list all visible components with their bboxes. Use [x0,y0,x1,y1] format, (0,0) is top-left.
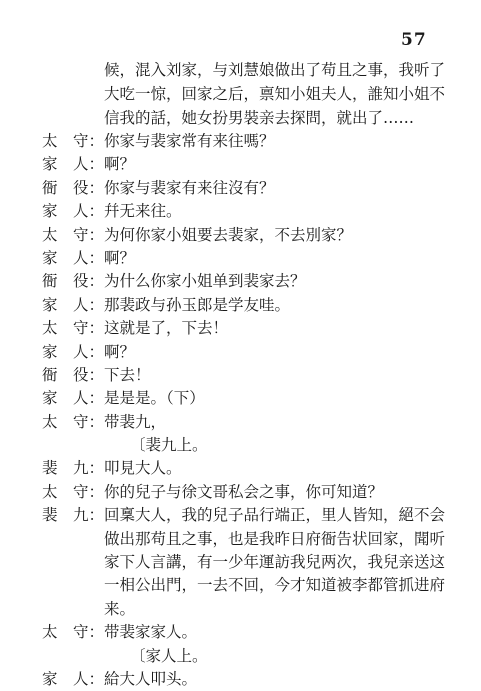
stage-direction [42,645,472,668]
speaker-label: 裴 九： [42,506,105,525]
dialogue-line [42,317,472,340]
speech-text: 是是是。（下） [104,389,205,408]
dialogue-block [42,130,472,691]
speech-text: 带裴家家人。 [104,623,198,642]
speech-text: 啊？ [104,248,136,267]
speaker-label: 太 守： [42,482,105,501]
dialogue-line [42,177,472,200]
speaker-label: 家 人： [42,248,105,267]
speech-continuation [42,551,472,574]
speaker-label: 家 人： [42,389,105,408]
continued-speech [104,58,464,130]
speech-text: 一相公出門，一去不回，今才知道被李都管抓进府 [104,576,446,595]
speaker-label: 家 人： [42,202,105,221]
speaker-label: 衙 役： [42,365,105,384]
dialogue-line [42,153,472,176]
text-line: 大吃一惊，回家之后，禀知小姐夫人，誰知小姐不 [104,85,446,103]
speech-text: 为何你家小姐要去裴家，不去別家？ [104,225,353,244]
dialogue-line [42,668,472,691]
speaker-label: 家 人： [42,342,105,361]
speech-text: 啊？ [104,342,136,361]
speech-text: 你的兒子与徐文哥私会之事，你可知道？ [104,482,384,501]
dialogue-line [42,387,472,410]
speech-continuation [42,528,472,551]
dialogue-line [42,294,472,317]
dialogue-line [42,341,472,364]
dialogue-line [42,247,472,270]
speech-text: 叩見大人。 [104,459,182,478]
speaker-label: 家 人： [42,155,105,174]
speaker-label: 太 守： [42,132,105,150]
speech-text: 下去！ [104,365,151,384]
speaker-label: 衙 役： [42,178,105,197]
speech-text: 回稟大人，我的兒子品行端正，里人皆知，絕不会 [104,506,446,525]
speech-text: 来。 [104,599,136,618]
speech-text: 那裴政与孙玉郎是学友哇。 [104,295,291,314]
dialogue-line [42,481,472,504]
dialogue-line [42,200,472,223]
speech-continuation [42,598,472,621]
dialogue-line [42,130,472,153]
stage-direction-text: 〔裴九上。 [130,436,208,455]
speaker-label: 太 守： [42,319,105,338]
speech-text: 你家与裴家有来往沒有？ [104,178,275,197]
speech-text: 带裴九， [104,412,167,431]
speaker-label: 衙 役： [42,272,105,291]
speech-text: 为什么你家小姐单到裴家去？ [104,272,306,291]
speech-text: 幷无来往。 [104,202,182,221]
speaker-label: 家 人： [42,295,105,314]
dialogue-line [42,364,472,387]
dialogue-line [42,224,472,247]
speech-text: 家下人言講，有一少年運訪我兒两次，我兒亲送这 [104,553,446,572]
speaker-label: 裴 九： [42,459,105,478]
stage-direction-text: 〔家人上。 [130,646,208,665]
page-number: 57 [401,30,427,50]
speech-text: 啊？ [104,155,136,174]
speech-text: 这就是了，下去！ [104,319,229,338]
speech-text: 你家与裴家常有来往嗎？ [104,132,275,150]
dialogue-line [42,504,472,527]
speech-continuation [42,574,472,597]
stage-direction [42,434,472,457]
dialogue-line [42,270,472,293]
dialogue-line [42,457,472,480]
speaker-label: 太 守： [42,623,105,642]
dialogue-line [42,621,472,644]
text-line: 候，混入刘家，与刘慧娘做出了苟且之事，我听了 [104,61,446,79]
speech-text: 做出那苟且之事，也是我昨日府衙告状回家，聞听 [104,529,446,548]
speech-text: 給大人叩头。 [104,669,198,688]
text-line: 信我的話，她女扮男裝亲去探問，就出了…… [104,109,415,127]
dialogue-line [42,411,472,434]
speaker-label: 太 守： [42,412,105,431]
speaker-label: 家 人： [42,669,105,688]
speaker-label: 太 守： [42,225,105,244]
